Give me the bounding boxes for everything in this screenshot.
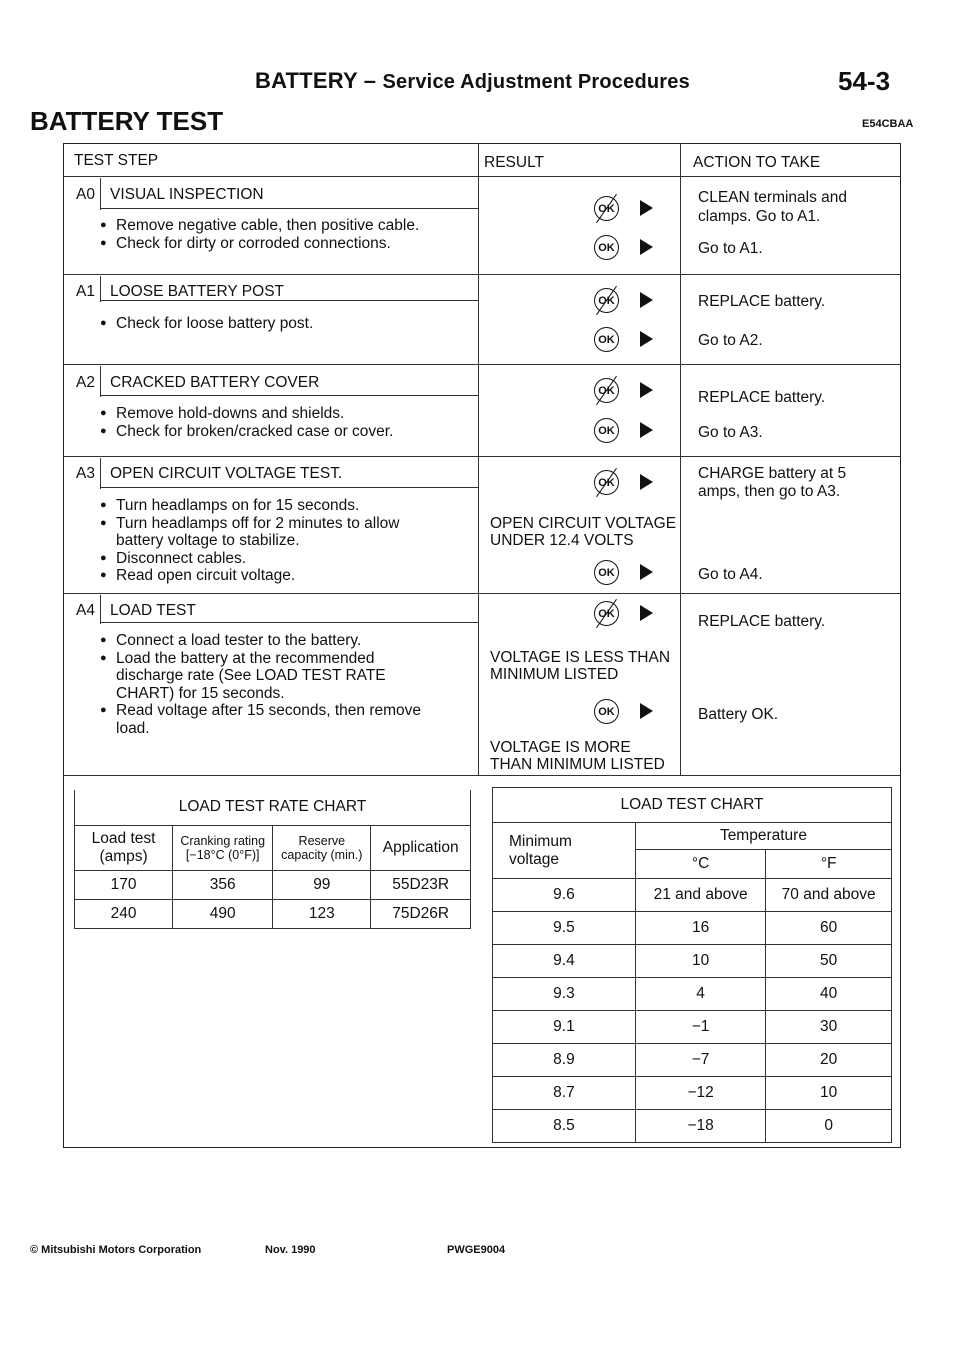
table-cell: 40 xyxy=(766,978,892,1011)
step-bullet-continuation: discharge rate (See LOAD TEST RATE xyxy=(116,667,386,684)
load-header-min-line2: voltage xyxy=(509,850,559,868)
action-a3-ok: Go to A4. xyxy=(698,566,763,583)
step-sub-line xyxy=(100,487,478,488)
section-code: E54CBAA xyxy=(862,118,914,130)
action-a2-ok: Go to A3. xyxy=(698,424,763,441)
step-id-divider xyxy=(100,178,101,210)
action-a3-not-ok-line2: amps, then go to A3. xyxy=(698,483,841,500)
header-test-step: TEST STEP xyxy=(74,152,159,169)
table-cell: 9.3 xyxy=(493,978,636,1011)
step-title-a2: CRACKED BATTERY COVER xyxy=(110,374,320,391)
step-bullet: ● Disconnect cables. xyxy=(100,550,399,568)
arrow-right-icon xyxy=(640,382,653,398)
rate-header-reserve-line1: Reserve xyxy=(298,833,346,848)
step-sub-line xyxy=(100,208,478,209)
table-cell: 170 xyxy=(75,870,173,899)
step-bullets-a4 xyxy=(100,632,421,737)
result-a3-line1: OPEN CIRCUIT VOLTAGE xyxy=(490,515,677,532)
step-bullet: ● Read voltage after 15 seconds, then remove xyxy=(100,702,421,720)
step-bullet: ● Turn headlamps on for 15 seconds. xyxy=(100,497,399,515)
load-header-min-line1: Minimum xyxy=(509,832,572,850)
row-line-a4 xyxy=(63,593,901,594)
table-cell: 60 xyxy=(766,912,892,945)
step-bullet-continuation: CHART) for 15 seconds. xyxy=(116,684,285,702)
table-cell: 55D23R xyxy=(371,870,471,899)
table-cell: 99 xyxy=(273,870,371,899)
step-bullet: ● Check for dirty or corroded connections. xyxy=(100,235,419,253)
step-bullet: ● Turn headlamps off for 2 minutes to allow xyxy=(100,515,399,533)
header-title: BATTERY xyxy=(255,68,358,93)
load-header-minimum-voltage xyxy=(493,823,636,879)
step-title-a3: OPEN CIRCUIT VOLTAGE TEST. xyxy=(110,465,343,482)
rate-chart-title: LOAD TEST RATE CHART xyxy=(75,790,471,825)
table-row xyxy=(493,945,892,978)
header-dash: – xyxy=(363,68,377,93)
table-cell: 20 xyxy=(766,1044,892,1077)
step-bullet: ● Check for loose battery post. xyxy=(100,315,313,333)
arrow-right-icon xyxy=(640,703,653,719)
footer-copyright: © Mitsubishi Motors Corporation xyxy=(30,1244,202,1256)
table-row xyxy=(493,1077,892,1110)
arrow-right-icon xyxy=(640,239,653,255)
step-bullets-a2 xyxy=(100,405,393,440)
result-a4-ok-line1: VOLTAGE IS MORE xyxy=(490,739,631,756)
table-cell: −18 xyxy=(635,1110,765,1143)
step-sub-line xyxy=(100,395,478,396)
step-bullet: ● Remove negative cable, then positive cable. xyxy=(100,217,419,235)
result-a4-not-ok-line1: VOLTAGE IS LESS THAN xyxy=(490,649,671,666)
arrow-right-icon xyxy=(640,200,653,216)
col-divider-result xyxy=(478,143,479,775)
table-row xyxy=(493,912,892,945)
step-bullets-a1 xyxy=(100,315,313,333)
step-id-divider xyxy=(100,458,101,489)
col-divider-action xyxy=(680,143,681,775)
action-a2-not-ok: REPLACE battery. xyxy=(698,389,826,406)
footer-code: PWGE9004 xyxy=(447,1244,506,1256)
step-bullet: ● Check for broken/cracked case or cover. xyxy=(100,423,393,441)
rate-header-load-line2: (amps) xyxy=(99,847,148,865)
table-cell: 10 xyxy=(635,945,765,978)
step-bullets-a0 xyxy=(100,217,419,252)
section-title: BATTERY TEST xyxy=(30,106,224,136)
step-id-divider xyxy=(100,595,101,624)
load-header-fahrenheit: °F xyxy=(766,850,892,879)
step-bullets-a3 xyxy=(100,497,399,585)
table-row xyxy=(493,1110,892,1143)
table-cell: 123 xyxy=(273,899,371,928)
table-cell: 50 xyxy=(766,945,892,978)
rate-header-cranking-line1: Cranking rating xyxy=(180,833,266,848)
result-a4-ok-line2: THAN MINIMUM LISTED xyxy=(490,756,665,773)
arrow-right-icon xyxy=(640,292,653,308)
step-bullet: ● Remove hold-downs and shields. xyxy=(100,405,393,423)
table-row xyxy=(75,870,471,899)
row-line-a1 xyxy=(63,274,901,275)
action-a1-not-ok: REPLACE battery. xyxy=(698,293,826,310)
table-row xyxy=(493,978,892,1011)
arrow-right-icon xyxy=(640,474,653,490)
step-id-divider xyxy=(100,276,101,302)
step-id-divider xyxy=(100,366,101,397)
action-a0-not-ok-line2: clamps. Go to A1. xyxy=(698,208,821,225)
table-cell: 9.1 xyxy=(493,1011,636,1044)
not-ok-icon: OK xyxy=(594,288,619,313)
table-cell: 356 xyxy=(173,870,273,899)
action-a0-not-ok-line1: CLEAN terminals and xyxy=(698,189,848,206)
step-bullet-continuation: load. xyxy=(116,719,150,737)
action-a4-ok: Battery OK. xyxy=(698,706,779,723)
header-subtitle: Service Adjustment Procedures xyxy=(382,71,690,93)
arrow-right-icon xyxy=(640,605,653,621)
table-cell: 8.7 xyxy=(493,1077,636,1110)
row-line-charts xyxy=(63,775,901,776)
table-row xyxy=(493,879,892,912)
table-cell: 0 xyxy=(766,1110,892,1143)
row-line-a2 xyxy=(63,364,901,365)
not-ok-icon: OK xyxy=(594,196,619,221)
result-a4-not-ok-line2: MINIMUM LISTED xyxy=(490,666,619,683)
step-id-a2: A2 xyxy=(76,374,95,391)
table-cell: 4 xyxy=(635,978,765,1011)
load-test-chart xyxy=(492,787,892,1143)
rate-header-reserve-line2: capacity (min.) xyxy=(281,847,363,862)
row-line-a3 xyxy=(63,456,901,457)
table-cell: 490 xyxy=(173,899,273,928)
step-bullet: ● Connect a load tester to the battery. xyxy=(100,632,421,650)
table-cell: 9.5 xyxy=(493,912,636,945)
table-cell: 16 xyxy=(635,912,765,945)
not-ok-icon: OK xyxy=(594,601,619,626)
load-chart-title: LOAD TEST CHART xyxy=(493,788,892,823)
table-cell: 10 xyxy=(766,1077,892,1110)
header-result: RESULT xyxy=(484,154,545,171)
rate-header-cranking xyxy=(173,825,273,870)
step-id-a3: A3 xyxy=(76,465,95,482)
load-header-celsius: °C xyxy=(635,850,765,879)
arrow-right-icon xyxy=(640,564,653,580)
action-a1-ok: Go to A2. xyxy=(698,332,763,349)
rate-header-load-line1: Load test xyxy=(91,829,156,847)
footer-date: Nov. 1990 xyxy=(265,1244,316,1256)
step-title-a1: LOOSE BATTERY POST xyxy=(110,283,284,300)
page-number: 54-3 xyxy=(838,66,891,96)
table-cell: −1 xyxy=(635,1011,765,1044)
step-title-a0: VISUAL INSPECTION xyxy=(110,186,264,203)
load-header-temperature: Temperature xyxy=(635,823,891,850)
rate-header-reserve xyxy=(273,825,371,870)
table-cell: 8.5 xyxy=(493,1110,636,1143)
table-cell: 21 and above xyxy=(635,879,765,912)
action-a0-ok: Go to A1. xyxy=(698,240,763,257)
step-id-a1: A1 xyxy=(76,283,95,300)
action-a3-not-ok-line1: CHARGE battery at 5 xyxy=(698,465,847,482)
table-cell: 240 xyxy=(75,899,173,928)
arrow-right-icon xyxy=(640,422,653,438)
table-row xyxy=(75,899,471,928)
table-cell: −7 xyxy=(635,1044,765,1077)
result-a3-line2: UNDER 12.4 VOLTS xyxy=(490,532,634,549)
ok-icon: OK xyxy=(594,235,619,260)
table-cell: 8.9 xyxy=(493,1044,636,1077)
table-cell: 30 xyxy=(766,1011,892,1044)
header-row-line xyxy=(63,176,901,177)
step-id-a4: A4 xyxy=(76,602,95,619)
not-ok-icon: OK xyxy=(594,378,619,403)
header-action: ACTION TO TAKE xyxy=(693,154,821,171)
action-a4-not-ok: REPLACE battery. xyxy=(698,613,826,630)
rate-header-application: Application xyxy=(371,825,471,870)
step-title-a4: LOAD TEST xyxy=(110,602,196,619)
rate-header-cranking-line2: [−18°C (0°F)] xyxy=(185,847,260,862)
ok-icon: OK xyxy=(594,560,619,585)
step-bullet: ● Load the battery at the recommended xyxy=(100,650,421,668)
page-header-title xyxy=(255,68,690,94)
step-bullet: ● Read open circuit voltage. xyxy=(100,567,399,585)
step-sub-line xyxy=(100,622,478,623)
table-cell: 9.4 xyxy=(493,945,636,978)
arrow-right-icon xyxy=(640,331,653,347)
ok-icon: OK xyxy=(594,699,619,724)
rate-header-load xyxy=(75,825,173,870)
table-row xyxy=(493,1011,892,1044)
step-bullet-continuation: battery voltage to stabilize. xyxy=(116,532,300,549)
table-cell: 75D26R xyxy=(371,899,471,928)
ok-icon: OK xyxy=(594,327,619,352)
table-cell: 9.6 xyxy=(493,879,636,912)
table-row xyxy=(493,1044,892,1077)
not-ok-icon: OK xyxy=(594,470,619,495)
table-cell: 70 and above xyxy=(766,879,892,912)
table-cell: −12 xyxy=(635,1077,765,1110)
step-id-a0: A0 xyxy=(76,186,95,203)
ok-icon: OK xyxy=(594,418,619,443)
load-test-rate-chart xyxy=(74,790,471,929)
